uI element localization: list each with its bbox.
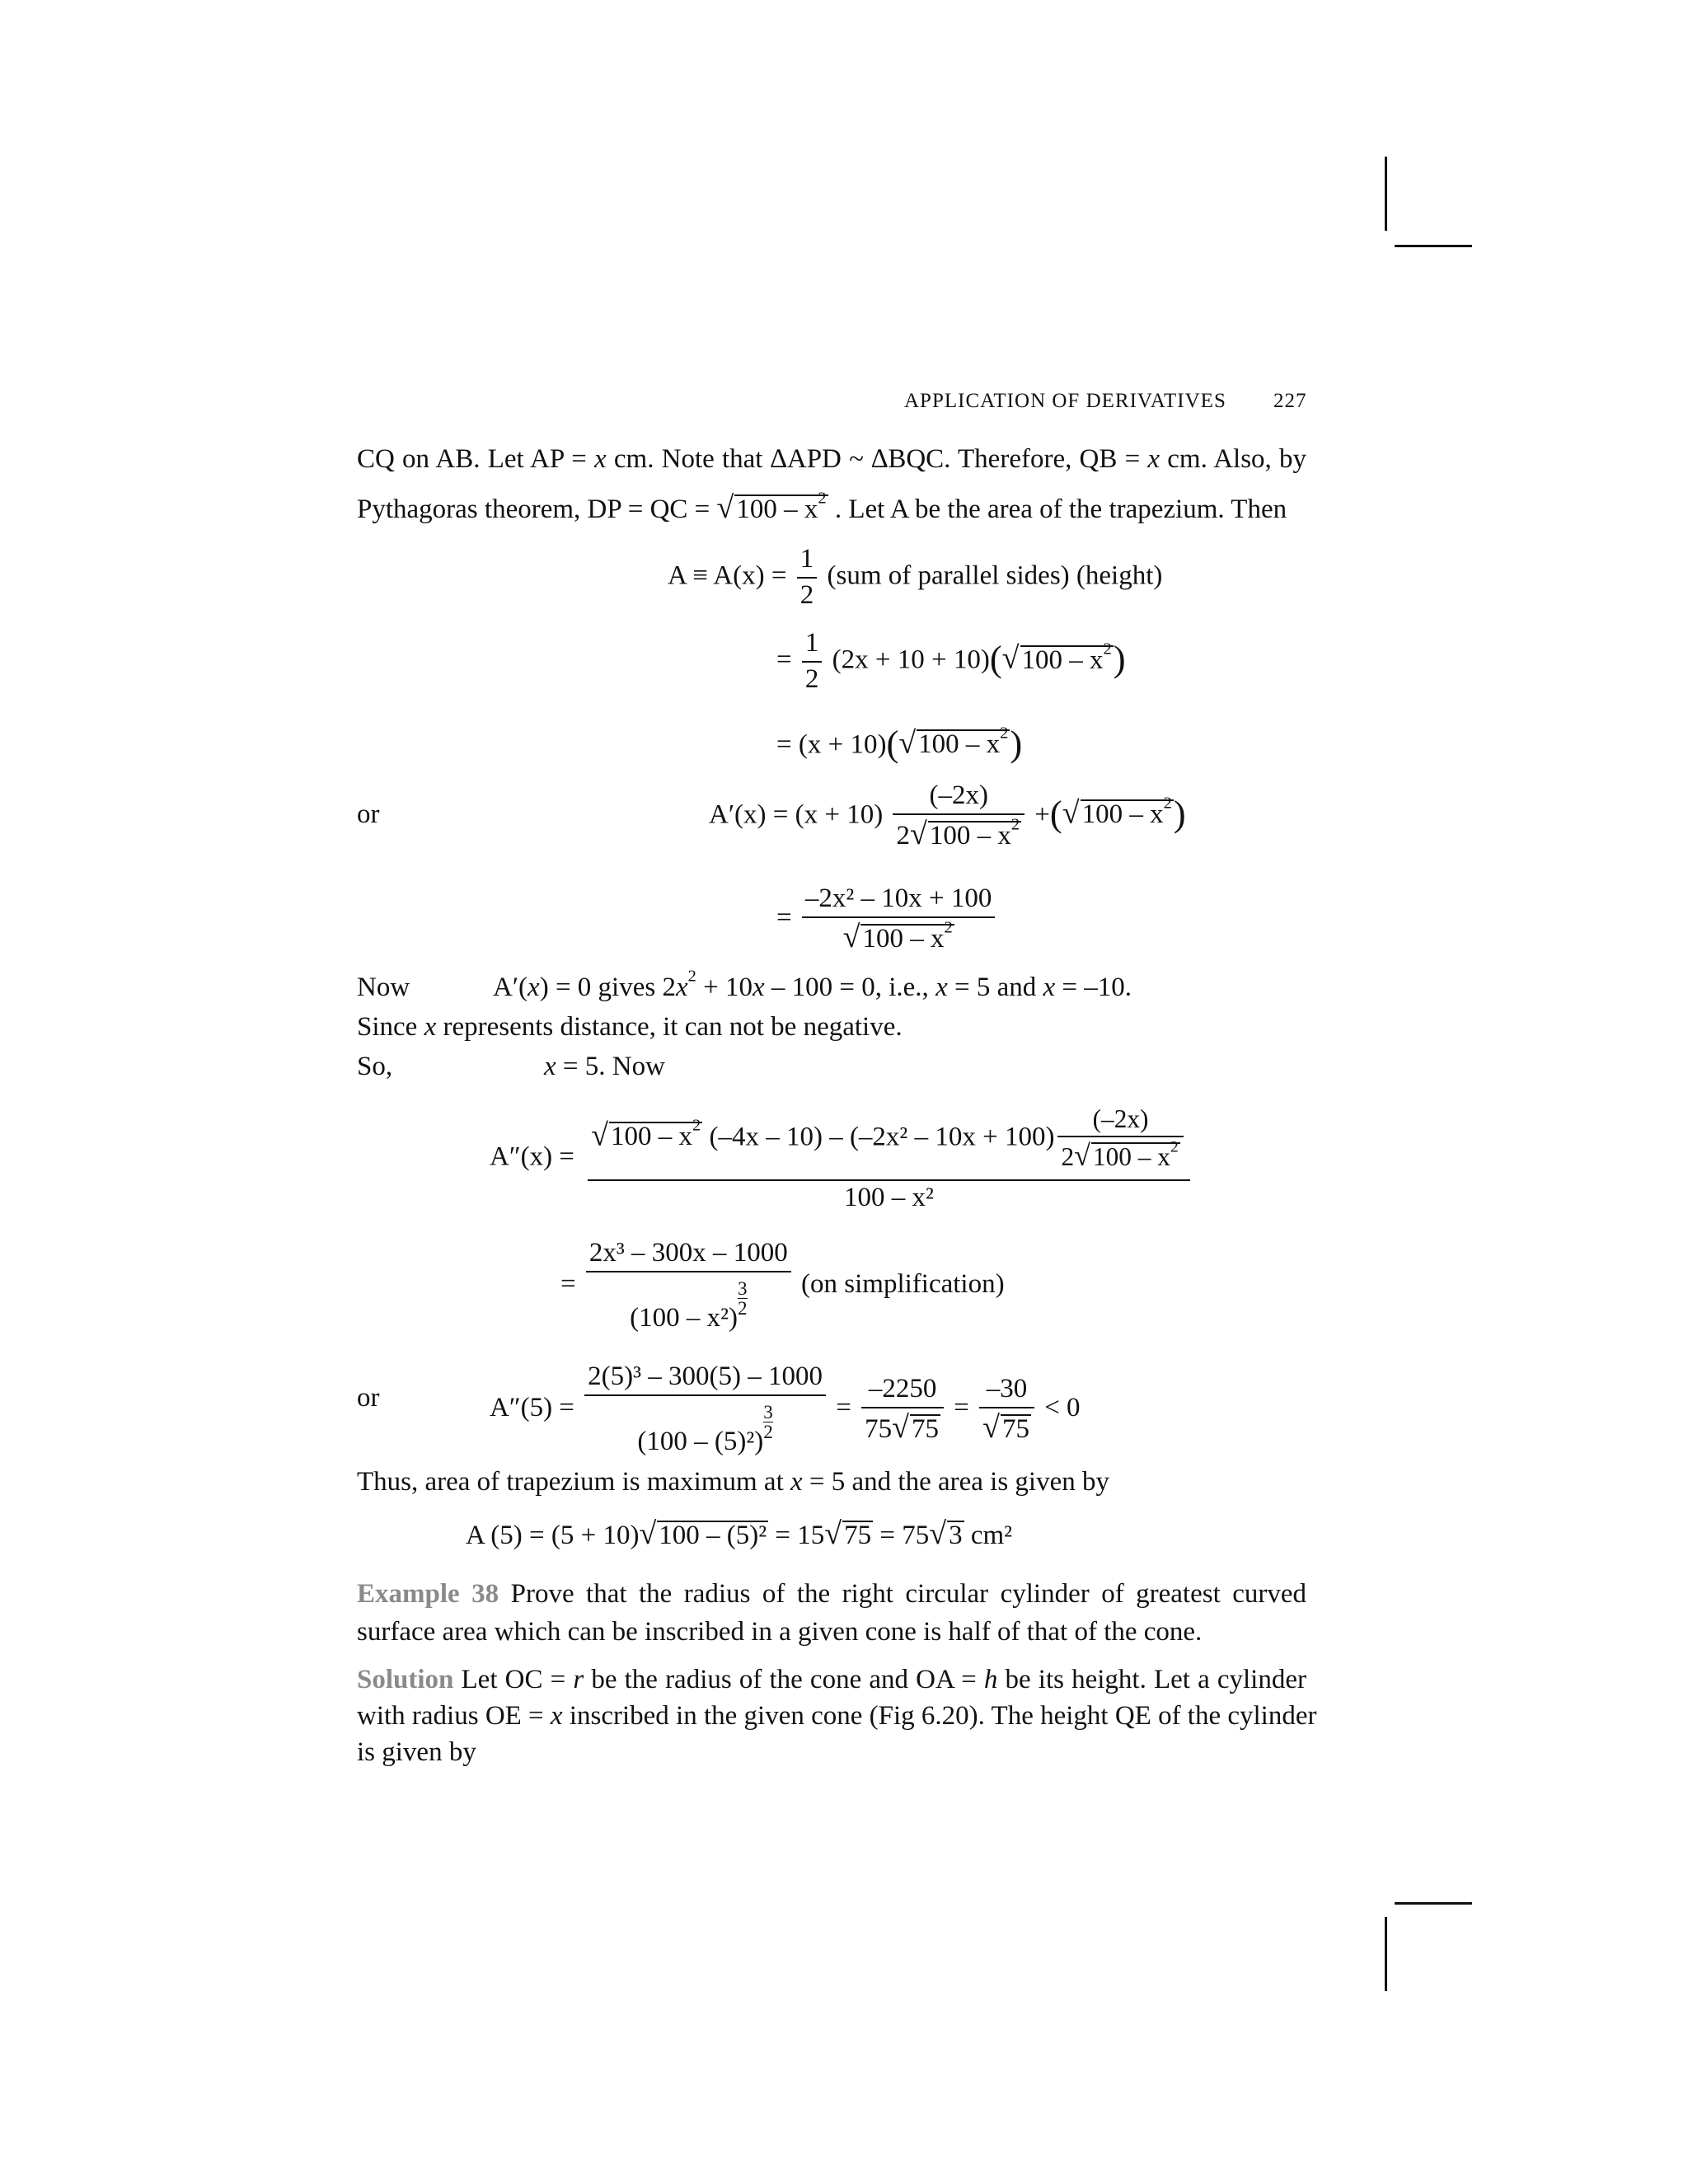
paragraph-line: Pythagoras theorem, DP = QC = $√100 - x^2$ . Let A be the area of the trapezium. Then xyxy=(357,489,1287,525)
text-critical-points: A′(x) = 0 gives $2x^2 + 10x - 100 = 0$, i.e., x = 5 and x = –10. xyxy=(493,967,1132,1002)
example-label: Example 38 xyxy=(357,1579,499,1609)
equation-step-3: = $(x + 10)(√100 - x^2)$ xyxy=(776,723,1023,764)
paragraph-line: CQ on AB. Let AP = x cm. Note that ∆APD ~ ∆BQC. Therefore, QB = x cm. Also, by xyxy=(357,444,1306,474)
equation-first-derivative-simplified: = $\frac{\text{–2x² – 10x + 100}}{√100 - x^2}$ xyxy=(776,882,998,958)
label-or: or xyxy=(357,799,380,829)
equation-max-area: A (5) = (5 + 10)√100 – (5)² = 15√75 = 75√3 cm² xyxy=(466,1516,1013,1551)
text-x-equals-5: x = 5. Now xyxy=(544,1052,665,1081)
solution-line: Solution Let OC = r be the radius of the cone and OA = h be its height. Let a cylinder xyxy=(357,1665,1306,1694)
fraction-one-half: $\frac{1}{2}$ xyxy=(797,542,818,613)
equation-area-definition: A ≡ A(x) = $\frac{1}{2}$ (sum of parallel sides) (height) xyxy=(668,542,1162,613)
crop-mark-top-horizontal xyxy=(1395,245,1472,247)
label-now: Now xyxy=(357,972,410,1002)
label-so: So, xyxy=(357,1052,393,1081)
text-since: Since x represents distance, it can not be negative. xyxy=(357,1012,903,1042)
equation-step-2: = $\frac{1}{2}$ $(2x + 10 + 10)(√100 - x^2)$ xyxy=(776,628,1126,694)
example-38-line: Example 38 Prove that the radius of the right circular cylinder of greatest curved xyxy=(357,1579,1307,1609)
crop-mark-bottom-horizontal xyxy=(1395,1902,1472,1905)
equation-first-derivative: A′(x) = (x + 10) $\frac{(-2x)}{2√100 - x^2}$ $+(√100 - x^2)$ xyxy=(709,780,1186,851)
crop-mark-bottom-vertical xyxy=(1385,1917,1387,1991)
running-title: APPLICATION OF DERIVATIVES xyxy=(904,390,1226,412)
label-or: or xyxy=(357,1383,380,1413)
equation-second-derivative-simplified: = 2x³ – 300x – 1000 (100 – x²) $\frac{3}{2}$ (on simplification) xyxy=(560,1238,1005,1333)
equation-second-derivative-at-5: A″(5) = 2(5)³ – 300(5) – 1000 (100 – (5)²) $\frac{3}{2}$ = $\frac{-2250}{75√75}$ = $\frac{-30}{√75}$ < 0 xyxy=(490,1361,1081,1456)
solution-label: Solution xyxy=(357,1665,454,1694)
text-thus: Thus, area of trapezium is maximum at x = 5 and the area is given by xyxy=(357,1467,1110,1497)
solution-line: with radius OE = x inscribed in the given cone (Fig 6.20). The height QE of the cylinder xyxy=(357,1701,1317,1731)
page-number: 227 xyxy=(1273,390,1307,412)
solution-line: is given by xyxy=(357,1737,476,1767)
equation-second-derivative: A″(x) = $√100 - x^2$ (–4x – 10) – (–2x² – 10x + 100) $\frac{(-2x)}{2√100 - x^2}$ 100 – x² xyxy=(490,1101,1193,1216)
crop-mark-top-vertical xyxy=(1385,157,1387,231)
example-38-line: surface area which can be inscribed in a given cone is half of that of the cone. xyxy=(357,1617,1203,1647)
